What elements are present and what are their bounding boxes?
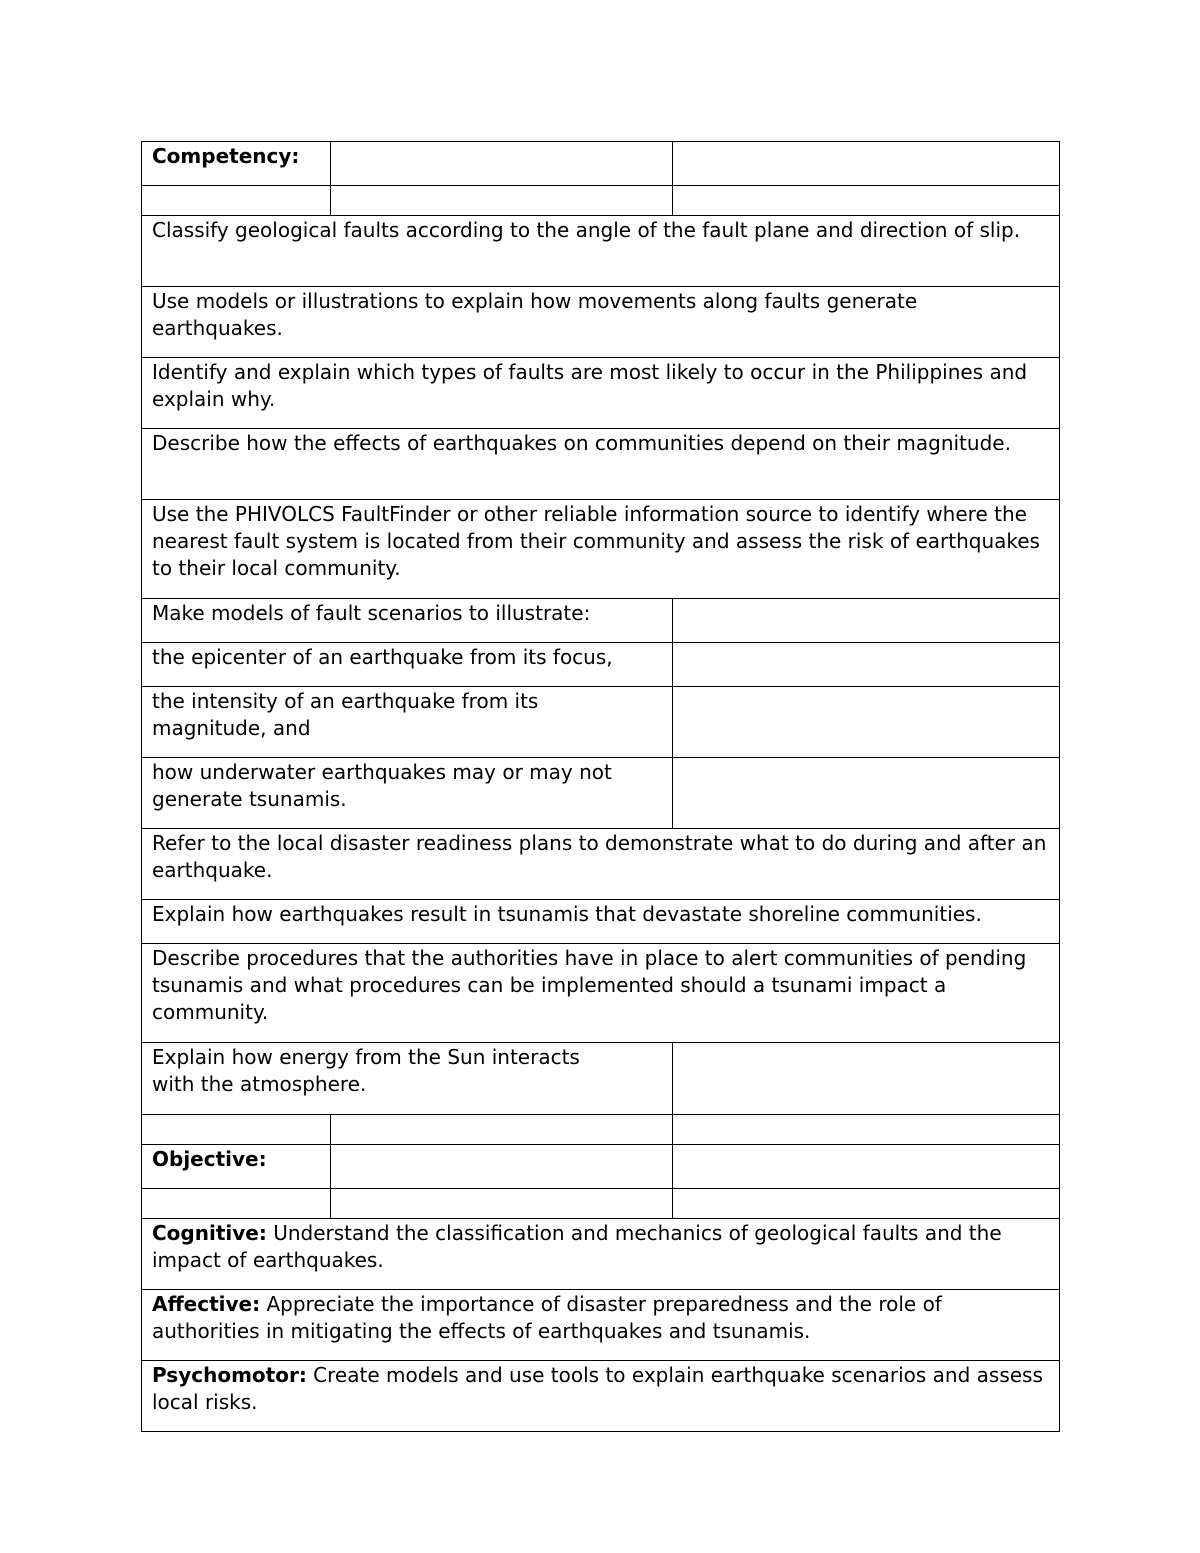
competency-row <box>142 216 1060 287</box>
sun-text: Explain how energy from the Sun interacts with the atmosphere. <box>142 1043 673 1115</box>
models-item-row <box>142 758 1060 829</box>
objective-cell <box>142 1219 1060 1290</box>
spacer-row <box>142 186 1060 216</box>
empty-cell <box>673 1043 1060 1115</box>
competency-row <box>142 900 1060 944</box>
models-item-row <box>142 643 1060 687</box>
empty-cell <box>673 186 1060 216</box>
empty-cell <box>673 643 1060 687</box>
competency-text: Describe procedures that the authorities have in place to alert communities of pending tsunamis and what procedures can be implemented should a tsunami impact a community. <box>142 944 1060 1043</box>
empty-cell <box>673 1189 1060 1219</box>
competency-row <box>142 944 1060 1043</box>
competency-text: Use models or illustrations to explain how movements along faults generate earthquakes. <box>142 287 1060 358</box>
objective-cell <box>142 1361 1060 1432</box>
empty-cell <box>142 186 331 216</box>
competency-text: Explain how earthquakes result in tsunamis that devastate shoreline communities. <box>142 900 1060 944</box>
spacer-row <box>142 1115 1060 1145</box>
objective-row-psychomotor <box>142 1361 1060 1432</box>
models-item-text: how underwater earthquakes may or may not generate tsunamis. <box>142 758 673 829</box>
objective-row-cognitive <box>142 1219 1060 1290</box>
models-intro-row <box>142 599 1060 643</box>
models-item-text: the epicenter of an earthquake from its focus, <box>142 643 673 687</box>
competency-row <box>142 358 1060 429</box>
models-item-text: the intensity of an earthquake from its magnitude, and <box>142 687 673 758</box>
objective-text: Understand the classification and mechanics of geological faults and the impact of earthquakes. <box>152 1221 1002 1272</box>
empty-cell <box>142 1115 331 1145</box>
empty-cell <box>673 758 1060 829</box>
empty-cell <box>331 1115 673 1145</box>
competency-row <box>142 829 1060 900</box>
lesson-plan-table <box>141 141 1060 1432</box>
empty-cell <box>673 142 1060 186</box>
spacer-row <box>142 1189 1060 1219</box>
sun-row <box>142 1043 1060 1115</box>
competency-header-row <box>142 142 1060 186</box>
competency-label: Competency: <box>142 142 331 186</box>
objective-type-label: Cognitive: <box>152 1221 267 1245</box>
objective-type-label: Psychomotor: <box>152 1363 307 1387</box>
competency-row <box>142 500 1060 599</box>
objective-text: Create models and use tools to explain earthquake scenarios and assess local risks. <box>152 1363 1043 1414</box>
empty-cell <box>673 1145 1060 1189</box>
objective-label: Objective: <box>142 1145 331 1189</box>
empty-cell <box>331 186 673 216</box>
objective-header-row <box>142 1145 1060 1189</box>
competency-text: Refer to the local disaster readiness plans to demonstrate what to do during and after an earthquake. <box>142 829 1060 900</box>
objective-row-affective <box>142 1290 1060 1361</box>
empty-cell <box>331 142 673 186</box>
competency-row <box>142 429 1060 500</box>
empty-cell <box>673 1115 1060 1145</box>
competency-text: Classify geological faults according to the angle of the fault plane and direction of slip. <box>142 216 1060 287</box>
models-item-row <box>142 687 1060 758</box>
empty-cell <box>673 599 1060 643</box>
models-intro-text: Make models of fault scenarios to illustrate: <box>142 599 673 643</box>
competency-row <box>142 287 1060 358</box>
competency-text: Describe how the effects of earthquakes on communities depend on their magnitude. <box>142 429 1060 500</box>
objective-cell <box>142 1290 1060 1361</box>
competency-text: Identify and explain which types of faults are most likely to occur in the Philippines and explain why. <box>142 358 1060 429</box>
competency-text: Use the PHIVOLCS FaultFinder or other reliable information source to identify where the nearest fault system is located from their community and assess the risk of earthquakes to their local community. <box>142 500 1060 599</box>
empty-cell <box>673 687 1060 758</box>
objective-text: Appreciate the importance of disaster preparedness and the role of authorities in mitigating the effects of earthquakes and tsunamis. <box>152 1292 942 1343</box>
empty-cell <box>331 1145 673 1189</box>
empty-cell <box>142 1189 331 1219</box>
empty-cell <box>331 1189 673 1219</box>
objective-type-label: Affective: <box>152 1292 261 1316</box>
